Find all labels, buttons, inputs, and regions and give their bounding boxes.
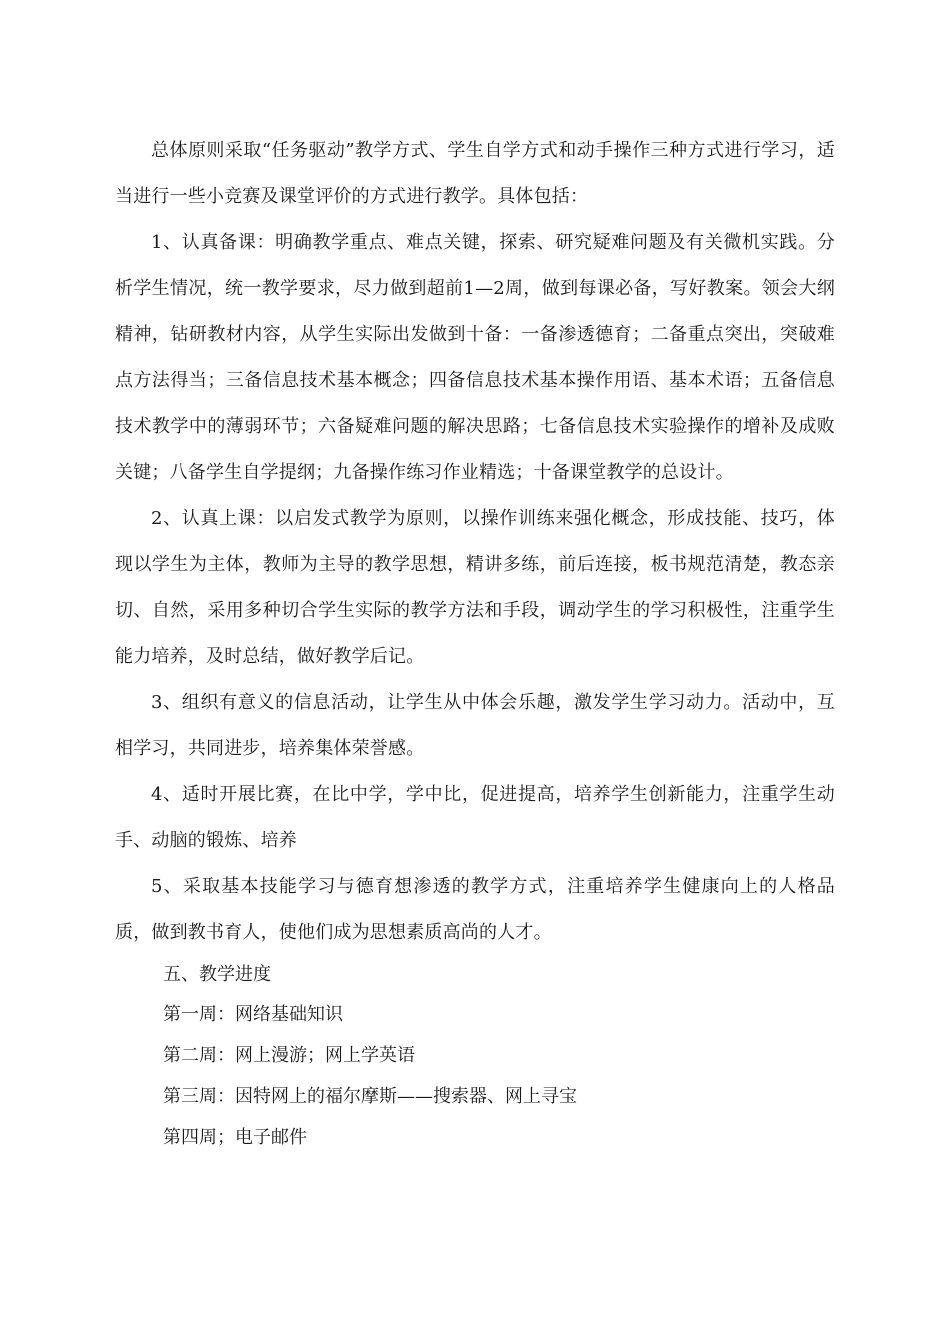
teaching-schedule [115,956,835,1158]
paragraph-prepare-lessons: 1、认真备课：明确教学重点、难点关键，探索、研究疑难问题及有关微机实践。分析学生情况，统一教学要求，尽力做到超前1—2周，做到每课必备，写好教案。领会大纲精神，钻研教材内容，从学生实际出发做到十备：一备渗透德育；二备重点突出，突破难点方法得当；三备信息技术基本概念；四备信息技术基本操作用语、基本术语；五备信息技术教学中的薄弱环节；六备疑难问题的解决思路；七备信息技术实验操作的增补及成败关键；八备学生自学提纲；九备操作练习作业精选；十备课堂教学的总设计。 [115,232,835,483]
paragraph-moral-education: 5、采取基本技能学习与德育想渗透的教学方式，注重培养学生健康向上的人格品质，做到教书育人，使他们成为思想素质高尚的人才。 [115,876,835,943]
paragraph-activities: 3、组织有意义的信息活动，让学生从中体会乐趣，激发学生学习动力。活动中，互相学习，共同进步，培养集体荣誉感。 [115,692,835,759]
document-body [115,128,835,1158]
schedule-week-1: 第一周：网络基础知识 [163,1004,343,1025]
schedule-week-3: 第三周：因特网上的福尔摩斯——搜索器、网上寻宝 [163,1086,577,1107]
schedule-week-2: 第二周：网上漫游；网上学英语 [163,1045,415,1066]
paragraph-competitions: 4、适时开展比赛，在比中学，学中比，促进提高，培养学生创新能力，注重学生动手、动脑的锻炼、培养 [115,784,835,851]
paragraph-teach-lessons: 2、认真上课：以启发式教学为原则，以操作训练来强化概念，形成技能、技巧，体现以学生为主体，教师为主导的教学思想，精讲多练，前后连接，板书规范清楚，教态亲切、自然，采用多种切合学生实际的教学方法和手段，调动学生的学习积极性，注重学生能力培养，及时总结，做好教学后记。 [115,508,835,667]
paragraph-overview: 总体原则采取“任务驱动”教学方式、学生自学方式和动手操作三种方式进行学习，适当进行一些小竞赛及课堂评价的方式进行教学。具体包括： [115,140,835,207]
schedule-week-4: 第四周；电子邮件 [163,1127,307,1148]
section-heading: 五、教学进度 [163,964,271,985]
